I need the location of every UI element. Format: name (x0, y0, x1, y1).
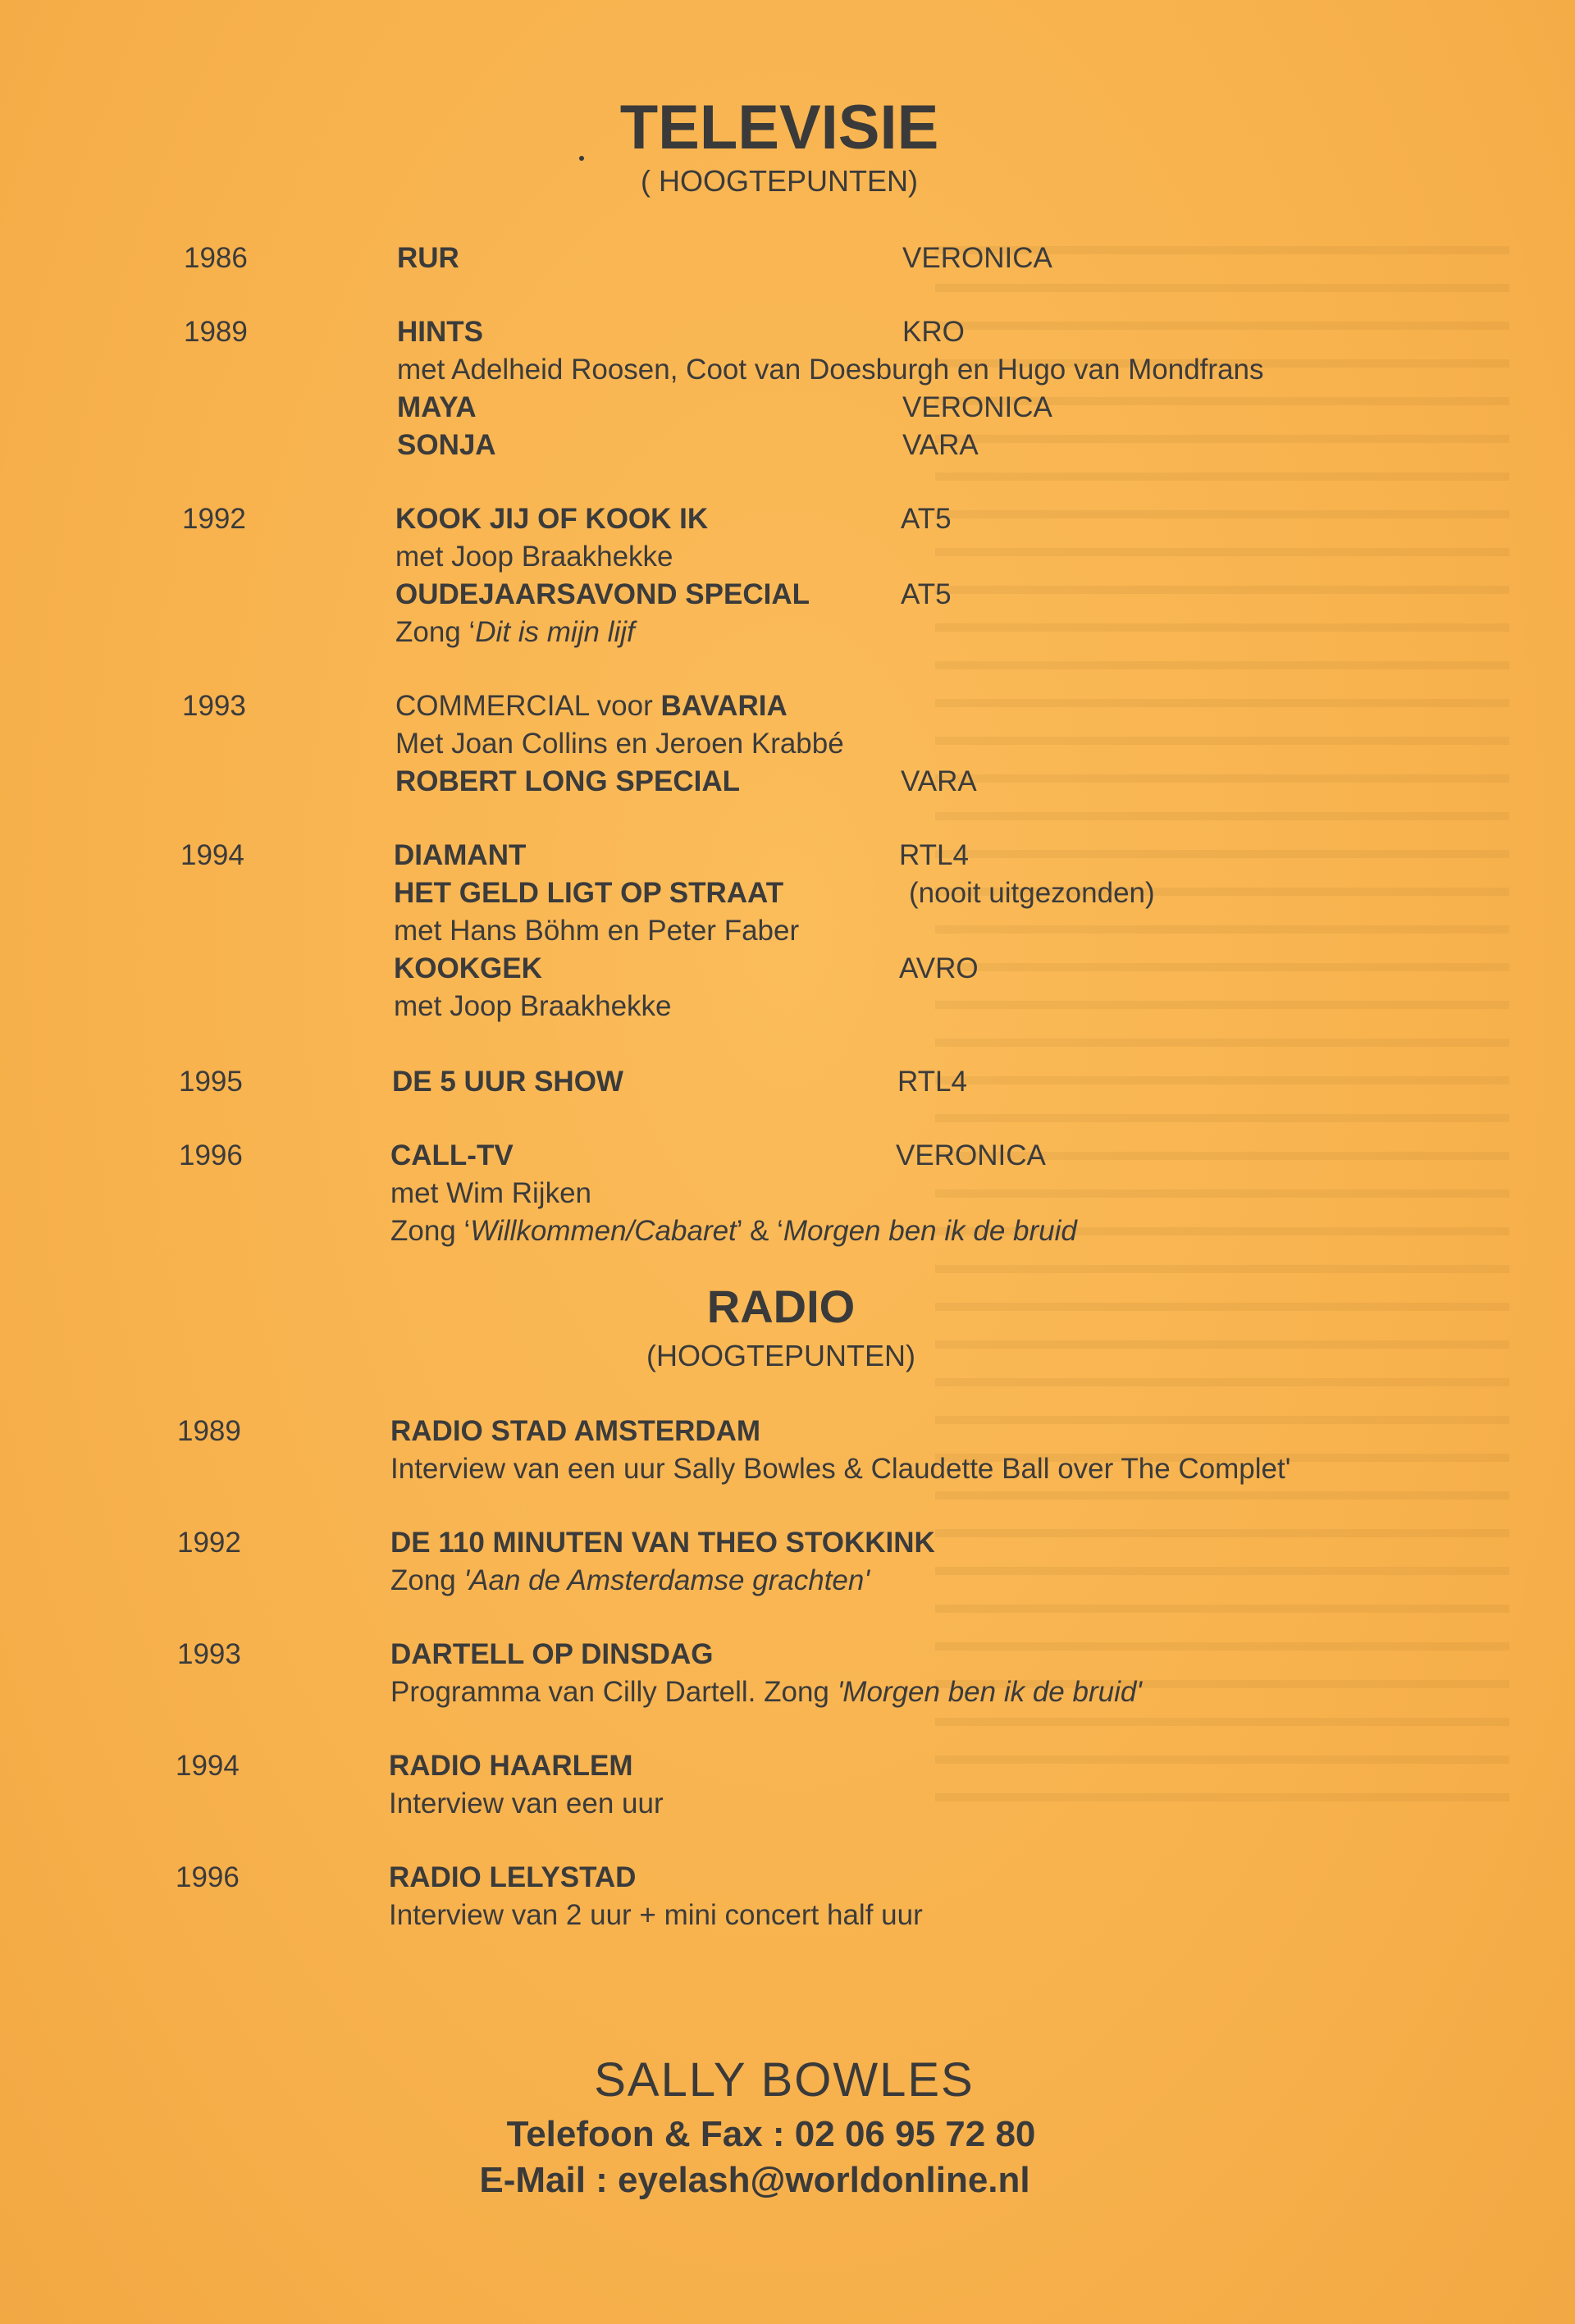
radio-entry-text: RADIO LELYSTAD (389, 1861, 637, 1893)
tv-entry-details (395, 687, 1544, 801)
tv-entry-line (395, 576, 1544, 614)
radio-entry-line (389, 1785, 1537, 1823)
tv-year: 1994 (180, 839, 244, 871)
tv-entry-text: CALL-TV (390, 1139, 514, 1171)
radio-title: RADIO (706, 1281, 856, 1332)
tv-broadcaster: VERONICA (896, 1139, 1046, 1171)
tv-broadcaster: RTL4 (899, 839, 969, 871)
radio-entry-line (390, 1562, 1539, 1600)
tv-broadcaster: KRO (902, 316, 965, 348)
tv-entry-text: met Joop Braakhekke (394, 990, 672, 1022)
tv-entry-line (394, 912, 1542, 950)
radio-entry-text: Interview van een uur (389, 1788, 664, 1819)
tv-entry-text: SONJA (397, 429, 496, 461)
tv-entry-details (395, 500, 1544, 651)
radio-entry-text: Interview van een uur Sally Bowles & Claudette Ball over The Complet' (390, 1453, 1291, 1485)
tv-entry-text: MAYA (397, 391, 477, 423)
tv-entry-line (394, 874, 1542, 912)
tv-entry-text: KOOKGEK (394, 952, 542, 984)
radio-entry-text: Zong (390, 1564, 464, 1596)
tv-entry-text: met Wim Rijken (390, 1177, 592, 1209)
tv-entry-details (397, 240, 1545, 277)
radio-entry-text: Programma van Cilly Dartell. Zong (390, 1676, 838, 1708)
radio-entry-details (390, 1636, 1539, 1711)
tv-entry-text: COMMERCIAL voor (395, 690, 661, 722)
footer-phone: Telefoon & Fax : 02 06 95 72 80 (506, 2114, 1036, 2154)
tv-entry-line (395, 500, 1544, 538)
tv-entry-text: Zong ‘ (395, 616, 476, 648)
radio-entry-line (389, 1747, 1537, 1785)
tv-entry-text: OUDEJAARSAVOND SPECIAL (395, 578, 810, 610)
tv-entry-text: DE 5 UUR SHOW (392, 1066, 623, 1098)
radio-entry-details (389, 1859, 1537, 1934)
tv-title: TELEVISIE (619, 93, 939, 162)
tv-entry-line (394, 837, 1542, 874)
radio-entry-line (390, 1524, 1539, 1562)
tv-entry-line (390, 1137, 1539, 1175)
tv-subtitle: ( HOOGTEPUNTEN) (641, 164, 918, 198)
tv-entry-text: DIAMANT (394, 839, 527, 871)
tv-entry-line (394, 950, 1542, 988)
tv-entry-text: ’ & ‘ (736, 1215, 783, 1247)
radio-entry-details (389, 1747, 1537, 1823)
tv-entry-line (395, 725, 1544, 763)
radio-entry-text: RADIO HAARLEM (389, 1750, 633, 1782)
radio-entry-text: 'Morgen ben ik de bruid' (837, 1676, 1142, 1708)
tv-entry-text: met Joop Braakhekke (395, 541, 673, 573)
tv-broadcaster: AT5 (901, 578, 952, 610)
radio-year: 1994 (176, 1750, 240, 1782)
tv-entry-line (390, 1212, 1539, 1250)
tv-broadcaster: VERONICA (902, 391, 1052, 423)
tv-entry-text: BAVARIA (660, 690, 788, 722)
tv-entry-text: ROBERT LONG SPECIAL (395, 765, 741, 797)
radio-entry-line (390, 1636, 1539, 1673)
tv-broadcaster: VERONICA (902, 242, 1052, 274)
radio-subtitle: (HOOGTEPUNTEN) (646, 1339, 915, 1372)
radio-entry-line (390, 1450, 1539, 1488)
footer-name: SALLY BOWLES (594, 2053, 975, 2107)
radio-entry-text: DARTELL OP DINSDAG (390, 1638, 714, 1670)
radio-year: 1992 (177, 1527, 241, 1559)
radio-year: 1989 (177, 1415, 241, 1447)
tv-year: 1995 (179, 1066, 243, 1098)
radio-entry-details (390, 1413, 1539, 1488)
tv-year: 1992 (182, 503, 246, 535)
tv-entry-text: met Hans Böhm en Peter Faber (394, 915, 800, 947)
tv-entry-details (390, 1137, 1539, 1250)
radio-entry-text: DE 110 MINUTEN VAN THEO STOKKINK (390, 1527, 935, 1559)
tv-entry-text: KOOK JIJ OF KOOK IK (395, 503, 709, 535)
tv-entry-line (395, 763, 1544, 801)
tv-entry-line (397, 240, 1545, 277)
tv-entry-line (395, 687, 1544, 725)
tv-entry-line (394, 988, 1542, 1025)
tv-entry-text: RUR (397, 242, 459, 274)
radio-entry-text: Interview van 2 uur + mini concert half uur (389, 1899, 923, 1931)
tv-entry-details (397, 313, 1545, 464)
tv-entry-details (394, 837, 1542, 1025)
tv-broadcaster: AVRO (899, 952, 979, 984)
tv-year: 1996 (179, 1139, 243, 1171)
tv-entry-line (390, 1175, 1539, 1212)
tv-broadcaster: VARA (901, 765, 977, 797)
tv-entry-text: HINTS (397, 316, 483, 348)
tv-broadcaster: AT5 (901, 503, 952, 535)
tv-entry-details (392, 1063, 1541, 1101)
tv-entry-text: Dit is mijn lijf (475, 616, 635, 648)
tv-entry-text: Morgen ben ik de bruid (783, 1215, 1077, 1247)
tv-entry-text: met Adelheid Roosen, Coot van Doesburgh en Hugo van Mondfrans (397, 354, 1264, 386)
tv-entry-line (397, 351, 1545, 389)
tv-entry-line (392, 1063, 1541, 1101)
radio-entry-line (390, 1413, 1539, 1450)
tv-entry-line (395, 614, 1544, 651)
tv-broadcaster: VARA (902, 429, 979, 461)
radio-entry-details (390, 1524, 1539, 1600)
tv-entry-line (397, 313, 1545, 351)
radio-entry-text: 'Aan de Amsterdamse grachten' (463, 1564, 870, 1596)
radio-entry-line (389, 1859, 1537, 1897)
tv-broadcaster: (nooit uitgezonden) (909, 877, 1155, 909)
radio-entry-line (390, 1673, 1539, 1711)
tv-entry-text: HET GELD LIGT OP STRAAT (394, 877, 784, 909)
radio-entry-text: RADIO STAD AMSTERDAM (390, 1415, 761, 1447)
tv-entry-text: Zong ‘ (390, 1215, 471, 1247)
tv-entry-line (397, 427, 1545, 464)
radio-year: 1996 (176, 1861, 240, 1893)
tv-year: 1993 (182, 690, 246, 722)
tv-entry-text: Met Joan Collins en Jeroen Krabbé (395, 728, 844, 760)
footer-email[interactable]: E-Mail : eyelash@worldonline.nl (479, 2160, 1030, 2200)
tv-broadcaster: RTL4 (897, 1066, 967, 1098)
tv-entry-line (397, 389, 1545, 427)
radio-entry-line (389, 1897, 1537, 1934)
tv-year: 1986 (184, 242, 248, 274)
radio-year: 1993 (177, 1638, 241, 1670)
tv-entry-text: Willkommen/Cabaret (470, 1215, 737, 1247)
tv-entry-line (395, 538, 1544, 576)
tv-year: 1989 (184, 316, 248, 348)
